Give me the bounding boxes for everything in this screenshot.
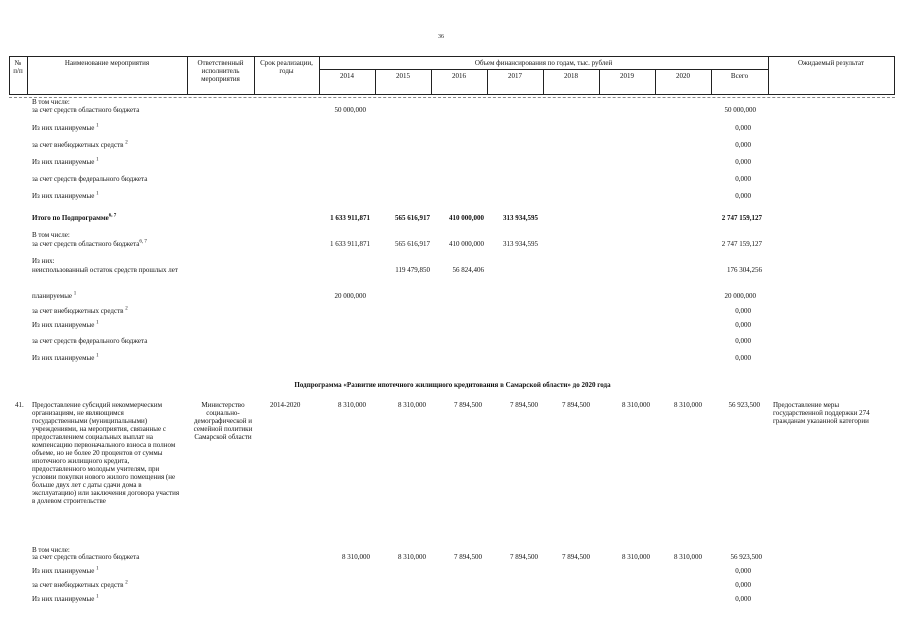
header-period: Срок реализации, годы — [260, 59, 313, 75]
b2-unused: неиспользованный остаток средств прошлых лет — [32, 266, 178, 274]
b3-planned2-total: 0,000 — [735, 595, 751, 603]
b3-offbudget-total: 0,000 — [735, 581, 751, 589]
b2-planned-2014: 20 000,000 — [334, 292, 366, 300]
header-year-2015: 2015 — [396, 72, 410, 80]
b2-planned3-total: 0,000 — [735, 354, 751, 362]
b1-planned1: Из них планируемые $^1$ — [32, 123, 99, 132]
header-name: Наименование мероприятия — [64, 59, 150, 67]
b2-offbudget-total: 0,000 — [735, 307, 751, 315]
item41-period: 2014-2020 — [270, 401, 301, 409]
header-num: № п/п — [13, 59, 23, 75]
item41-num: 41. — [15, 401, 24, 409]
b2-unused-total: 176 304,256 — [727, 266, 762, 274]
b3-regional-2020: 8 310,000 — [674, 553, 702, 561]
b1-offbudget: за счет внебюджетных средств $^2$ — [32, 140, 128, 149]
b1-regional: за счет средств областного бюджета — [32, 106, 140, 114]
header-executor: Ответственный исполнитель мероприятия — [197, 59, 244, 83]
b3-regional: за счет средств областного бюджета — [32, 553, 140, 561]
page-number: 36 — [438, 34, 444, 40]
header-year-2017: 2017 — [508, 72, 522, 80]
b1-federal: за счет средств федерального бюджета — [32, 175, 148, 183]
b1-planned3: Из них планируемые $^1$ — [32, 191, 99, 200]
b2-unused-2016: 56 824,406 — [452, 266, 484, 274]
b2-planned-total: 20 000,000 — [724, 292, 756, 300]
b2-planned3: Из них планируемые $^1$ — [32, 353, 99, 362]
item41-name: Предоставление субсидий некоммерческим организациям, не являющимся государственными (муниципальными) учреждениями, на мероприятия, связанные с предоставлением социальных выплат на компенсацию первоначального взноса в полном объеме, но не более 20 процентов от суммы ипотечного жилищного кредита, предоставленного молодым учителям, при условии покупки нового жилого помещения (не больше двух лет с даты сдачи дома в эксплуатацию) или заключения договора участия в долевом строительстве — [32, 401, 180, 505]
header-total: Всего — [730, 72, 749, 80]
b3-planned1: Из них планируемые $^1$ — [32, 566, 99, 575]
b2-regional-2017: 313 934,595 — [503, 240, 538, 248]
b2-regional: за счет средств областного бюджета$^{6, 7}$ — [32, 239, 147, 248]
b2-planned2-total: 0,000 — [735, 321, 751, 329]
item41-2020: 8 310,000 — [674, 401, 702, 409]
item41-2015: 8 310,000 — [398, 401, 426, 409]
itogo-2014: 1 633 911,871 — [330, 214, 370, 222]
b2-planned2: Из них планируемые $^1$ — [32, 320, 99, 329]
b2-federal: за счет средств федерального бюджета — [32, 337, 148, 345]
b1-federal-total: 0,000 — [735, 175, 751, 183]
b2-regional-2015: 565 616,917 — [395, 240, 430, 248]
header-year-2018: 2018 — [564, 72, 578, 80]
item41-2014: 8 310,000 — [338, 401, 366, 409]
b2-regional-2016: 410 000,000 — [449, 240, 484, 248]
b1-regional-2014: 50 000,000 — [334, 106, 366, 114]
b3-planned2: Из них планируемые $^1$ — [32, 594, 99, 603]
b2-offbudget: за счет внебюджетных средств $^2$ — [32, 306, 128, 315]
item41-2019: 8 310,000 — [622, 401, 650, 409]
b2-of-them: Из них: — [32, 257, 55, 265]
header-year-2016: 2016 — [452, 72, 466, 80]
itogo-2016: 410 000,000 — [449, 214, 484, 222]
itogo-label: Итого по Подпрограмме$^{6, 7}$ — [32, 213, 117, 222]
b3-incl: В том числе: — [32, 546, 70, 554]
b3-regional-2016: 7 894,500 — [454, 553, 482, 561]
header-year-2020: 2020 — [676, 72, 690, 80]
header-divider — [9, 93, 895, 98]
b3-planned1-total: 0,000 — [735, 567, 751, 575]
b1-incl: В том числе: — [32, 98, 70, 106]
b2-planned: планируемые $^1$ — [32, 291, 77, 300]
b1-planned2-total: 0,000 — [735, 158, 751, 166]
header-result: Ожидаемый результат — [797, 59, 865, 67]
b2-regional-2014: 1 633 911,871 — [330, 240, 370, 248]
subprogram-title: Подпрограмма «Развитие ипотечного жилищного кредитования в Самарской области» до 2020 года — [294, 381, 611, 389]
b1-regional-total: 50 000,000 — [724, 106, 756, 114]
header-year-2019: 2019 — [620, 72, 634, 80]
item41-executor: Министерство социально-демографической и семейной политики Самарской области — [193, 401, 253, 441]
table-header — [9, 56, 895, 95]
item41-2016: 7 894,500 — [454, 401, 482, 409]
b3-regional-2015: 8 310,000 — [398, 553, 426, 561]
b2-regional-total: 2 747 159,127 — [721, 240, 762, 248]
b3-regional-total: 56 923,500 — [730, 553, 762, 561]
itogo-2017: 313 934,595 — [503, 214, 538, 222]
b3-regional-2019: 8 310,000 — [622, 553, 650, 561]
item41-2018: 7 894,500 — [562, 401, 590, 409]
item41-2017: 7 894,500 — [510, 401, 538, 409]
b2-federal-total: 0,000 — [735, 337, 751, 345]
header-financing: Объем финансирования по годам, тыс. рублей — [474, 59, 613, 67]
b1-planned2: Из них планируемые $^1$ — [32, 157, 99, 166]
b1-planned1-total: 0,000 — [735, 124, 751, 132]
b3-regional-2017: 7 894,500 — [510, 553, 538, 561]
b3-offbudget: за счет внебюджетных средств $^2$ — [32, 580, 128, 589]
itogo-2015: 565 616,917 — [395, 214, 430, 222]
b2-incl: В том числе: — [32, 231, 70, 239]
b1-planned3-total: 0,000 — [735, 192, 751, 200]
b3-regional-2014: 8 310,000 — [342, 553, 370, 561]
item41-total: 56 923,500 — [728, 401, 760, 409]
b1-offbudget-total: 0,000 — [735, 141, 751, 149]
b2-unused-2015: 119 479,850 — [395, 266, 430, 274]
itogo-total: 2 747 159,127 — [721, 214, 762, 222]
header-year-2014: 2014 — [340, 72, 354, 80]
b3-regional-2018: 7 894,500 — [562, 553, 590, 561]
item41-result: Предоставление меры государственной поддержки 274 гражданам указанной категории — [773, 401, 870, 425]
